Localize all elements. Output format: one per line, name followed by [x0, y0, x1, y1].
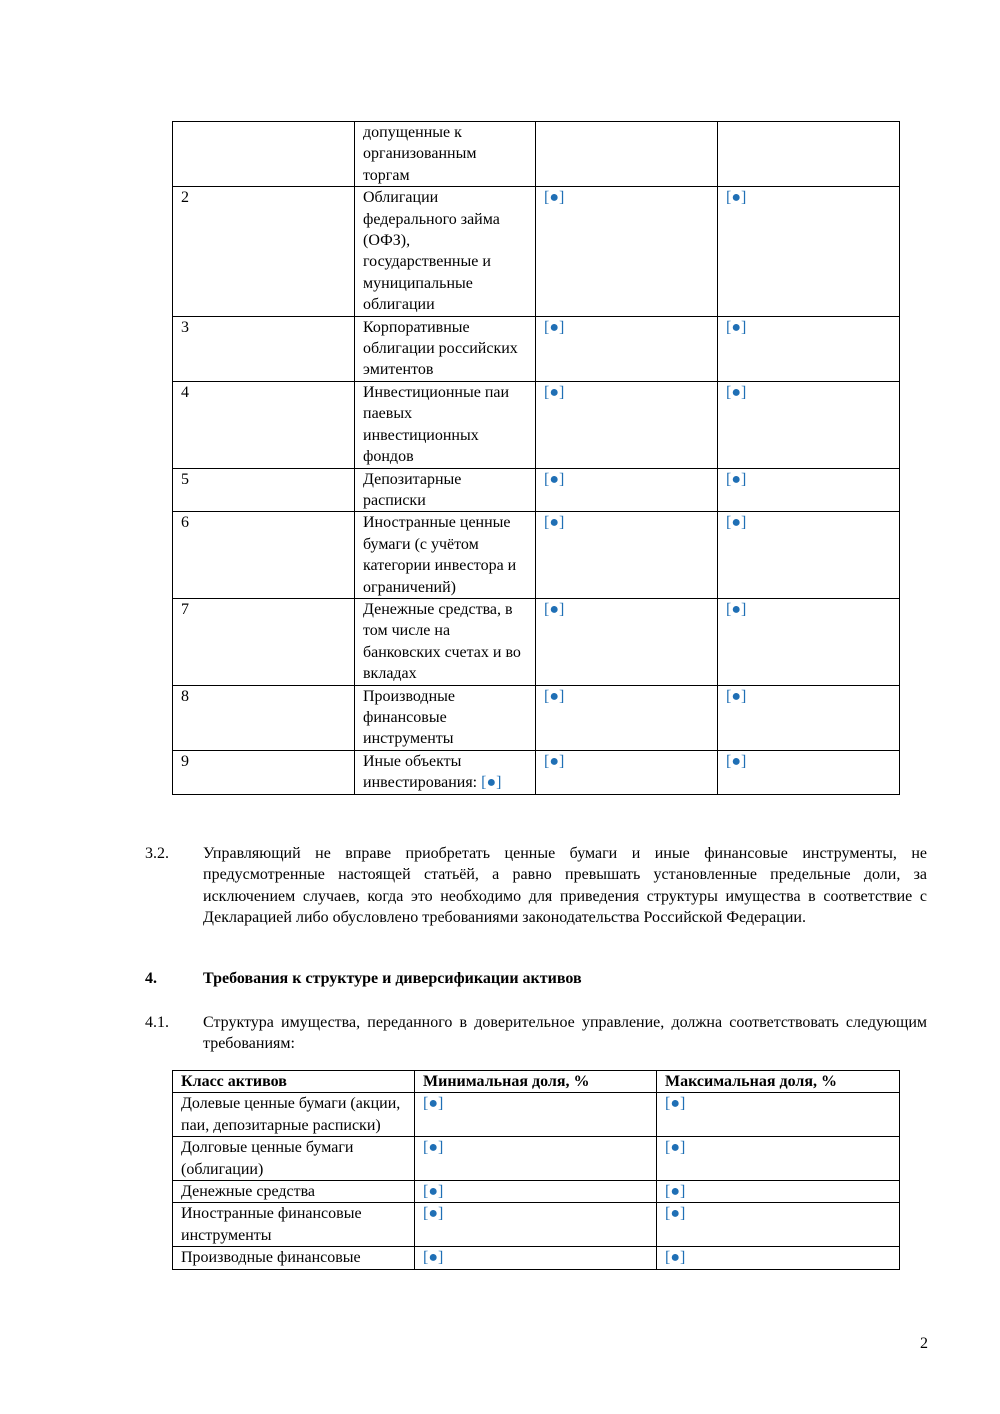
table-row — [173, 598, 900, 685]
asset-class: Производные финансовые — [173, 1247, 415, 1269]
asset-name-text: Иные объекты инвестирования: — [363, 752, 478, 792]
table-row — [173, 122, 900, 187]
placeholder-value: [●] — [536, 316, 718, 381]
asset-name: Иностранные ценные бумаги (с учётом категории инвестора и ограничений) — [355, 512, 536, 599]
asset-name — [355, 750, 536, 794]
asset-structure-table — [172, 1070, 900, 1270]
asset-name: Облигации федерального займа (ОФЗ), государственные и муниципальные облигации — [355, 187, 536, 316]
page-number: 2 — [920, 1335, 928, 1352]
asset-class: Денежные средства — [173, 1181, 415, 1203]
table-row — [173, 381, 900, 468]
asset-class: Долговые ценные бумаги (облигации) — [173, 1137, 415, 1181]
placeholder-value: [●] — [718, 381, 900, 468]
placeholder-value: [●] — [415, 1203, 657, 1247]
asset-class: Долевые ценные бумаги (акции, паи, депозитарные расписки) — [173, 1093, 415, 1137]
placeholder-value: [●] — [718, 316, 900, 381]
row-number — [173, 122, 355, 187]
placeholder-value: [●] — [657, 1203, 900, 1247]
placeholder-value: [●] — [718, 468, 900, 512]
asset-name: допущенные к организованным торгам — [355, 122, 536, 187]
placeholder-value: [●] — [718, 750, 900, 794]
placeholder-value: [●] — [718, 512, 900, 599]
table-row — [173, 1137, 900, 1181]
table-row — [173, 1181, 900, 1203]
table-header-row — [173, 1071, 900, 1093]
table-row — [173, 187, 900, 316]
asset-name: Производные финансовые инструменты — [355, 685, 536, 750]
asset-name: Инвестиционные паи паевых инвестиционных фондов — [355, 381, 536, 468]
placeholder-value: [●] — [657, 1247, 900, 1269]
section-3-2-text: Управляющий не вправе приобретать ценные бумаги и иные финансовые инструменты, не предусмотренные настоящей статьёй, а равно превышать установленные предельные доли, за исключением случаев, когда это необходимо для приведения структуры имущества в соответствие с Декларацией либо обусловлено требованиями законодательства Российской Федерации. — [203, 845, 927, 927]
placeholder-value: [●] — [536, 685, 718, 750]
row-number: 4 — [173, 381, 355, 468]
asset-name: Корпоративные облигации российских эмитентов — [355, 316, 536, 381]
placeholder-value: [●] — [536, 468, 718, 512]
section-3-2-number: 3.2. — [145, 845, 169, 862]
placeholder-value: [●] — [415, 1181, 657, 1203]
placeholder-value: [●] — [657, 1093, 900, 1137]
placeholder-value: [●] — [718, 187, 900, 316]
row-number: 7 — [173, 598, 355, 685]
placeholder-value: [●] — [536, 381, 718, 468]
column-header: Минимальная доля, % — [415, 1071, 657, 1093]
table-row — [173, 512, 900, 599]
placeholder-value: [●] — [536, 750, 718, 794]
row-number: 5 — [173, 468, 355, 512]
asset-class: Иностранные финансовые инструменты — [173, 1203, 415, 1247]
table-row — [173, 316, 900, 381]
section-4-1-number: 4.1. — [145, 1014, 169, 1031]
asset-name: Депозитарные расписки — [355, 468, 536, 512]
placeholder-value — [536, 122, 718, 187]
placeholder-value: [●] — [718, 598, 900, 685]
table-row — [173, 468, 900, 512]
row-number: 6 — [173, 512, 355, 599]
table-row — [173, 750, 900, 794]
section-4-1-text: Структура имущества, переданного в доверительное управление, должна соответствовать следующим требованиям: — [203, 1014, 927, 1053]
column-header: Максимальная доля, % — [657, 1071, 900, 1093]
placeholder-value: [●] — [415, 1093, 657, 1137]
column-header: Класс активов — [173, 1071, 415, 1093]
placeholder-value: [●] — [415, 1137, 657, 1181]
placeholder-value: [●] — [657, 1181, 900, 1203]
placeholder-value — [718, 122, 900, 187]
placeholder-value: [●] — [718, 685, 900, 750]
asset-name: Денежные средства, в том числе на банковских счетах и во вкладах — [355, 598, 536, 685]
table-row — [173, 1093, 900, 1137]
placeholder-value: [●] — [536, 187, 718, 316]
row-number: 3 — [173, 316, 355, 381]
placeholder-value: [●] — [415, 1247, 657, 1269]
row-number: 9 — [173, 750, 355, 794]
table-row — [173, 1247, 900, 1269]
row-number: 2 — [173, 187, 355, 316]
placeholder-value: [●] — [536, 598, 718, 685]
placeholder-value: [●] — [481, 774, 502, 792]
section-4-title: Требования к структуре и диверсификации активов — [203, 970, 582, 987]
investment-objects-table — [172, 121, 900, 795]
placeholder-value: [●] — [536, 512, 718, 599]
row-number: 8 — [173, 685, 355, 750]
table-row — [173, 1203, 900, 1247]
section-4-number: 4. — [145, 970, 157, 987]
placeholder-value: [●] — [657, 1137, 900, 1181]
table-row — [173, 685, 900, 750]
